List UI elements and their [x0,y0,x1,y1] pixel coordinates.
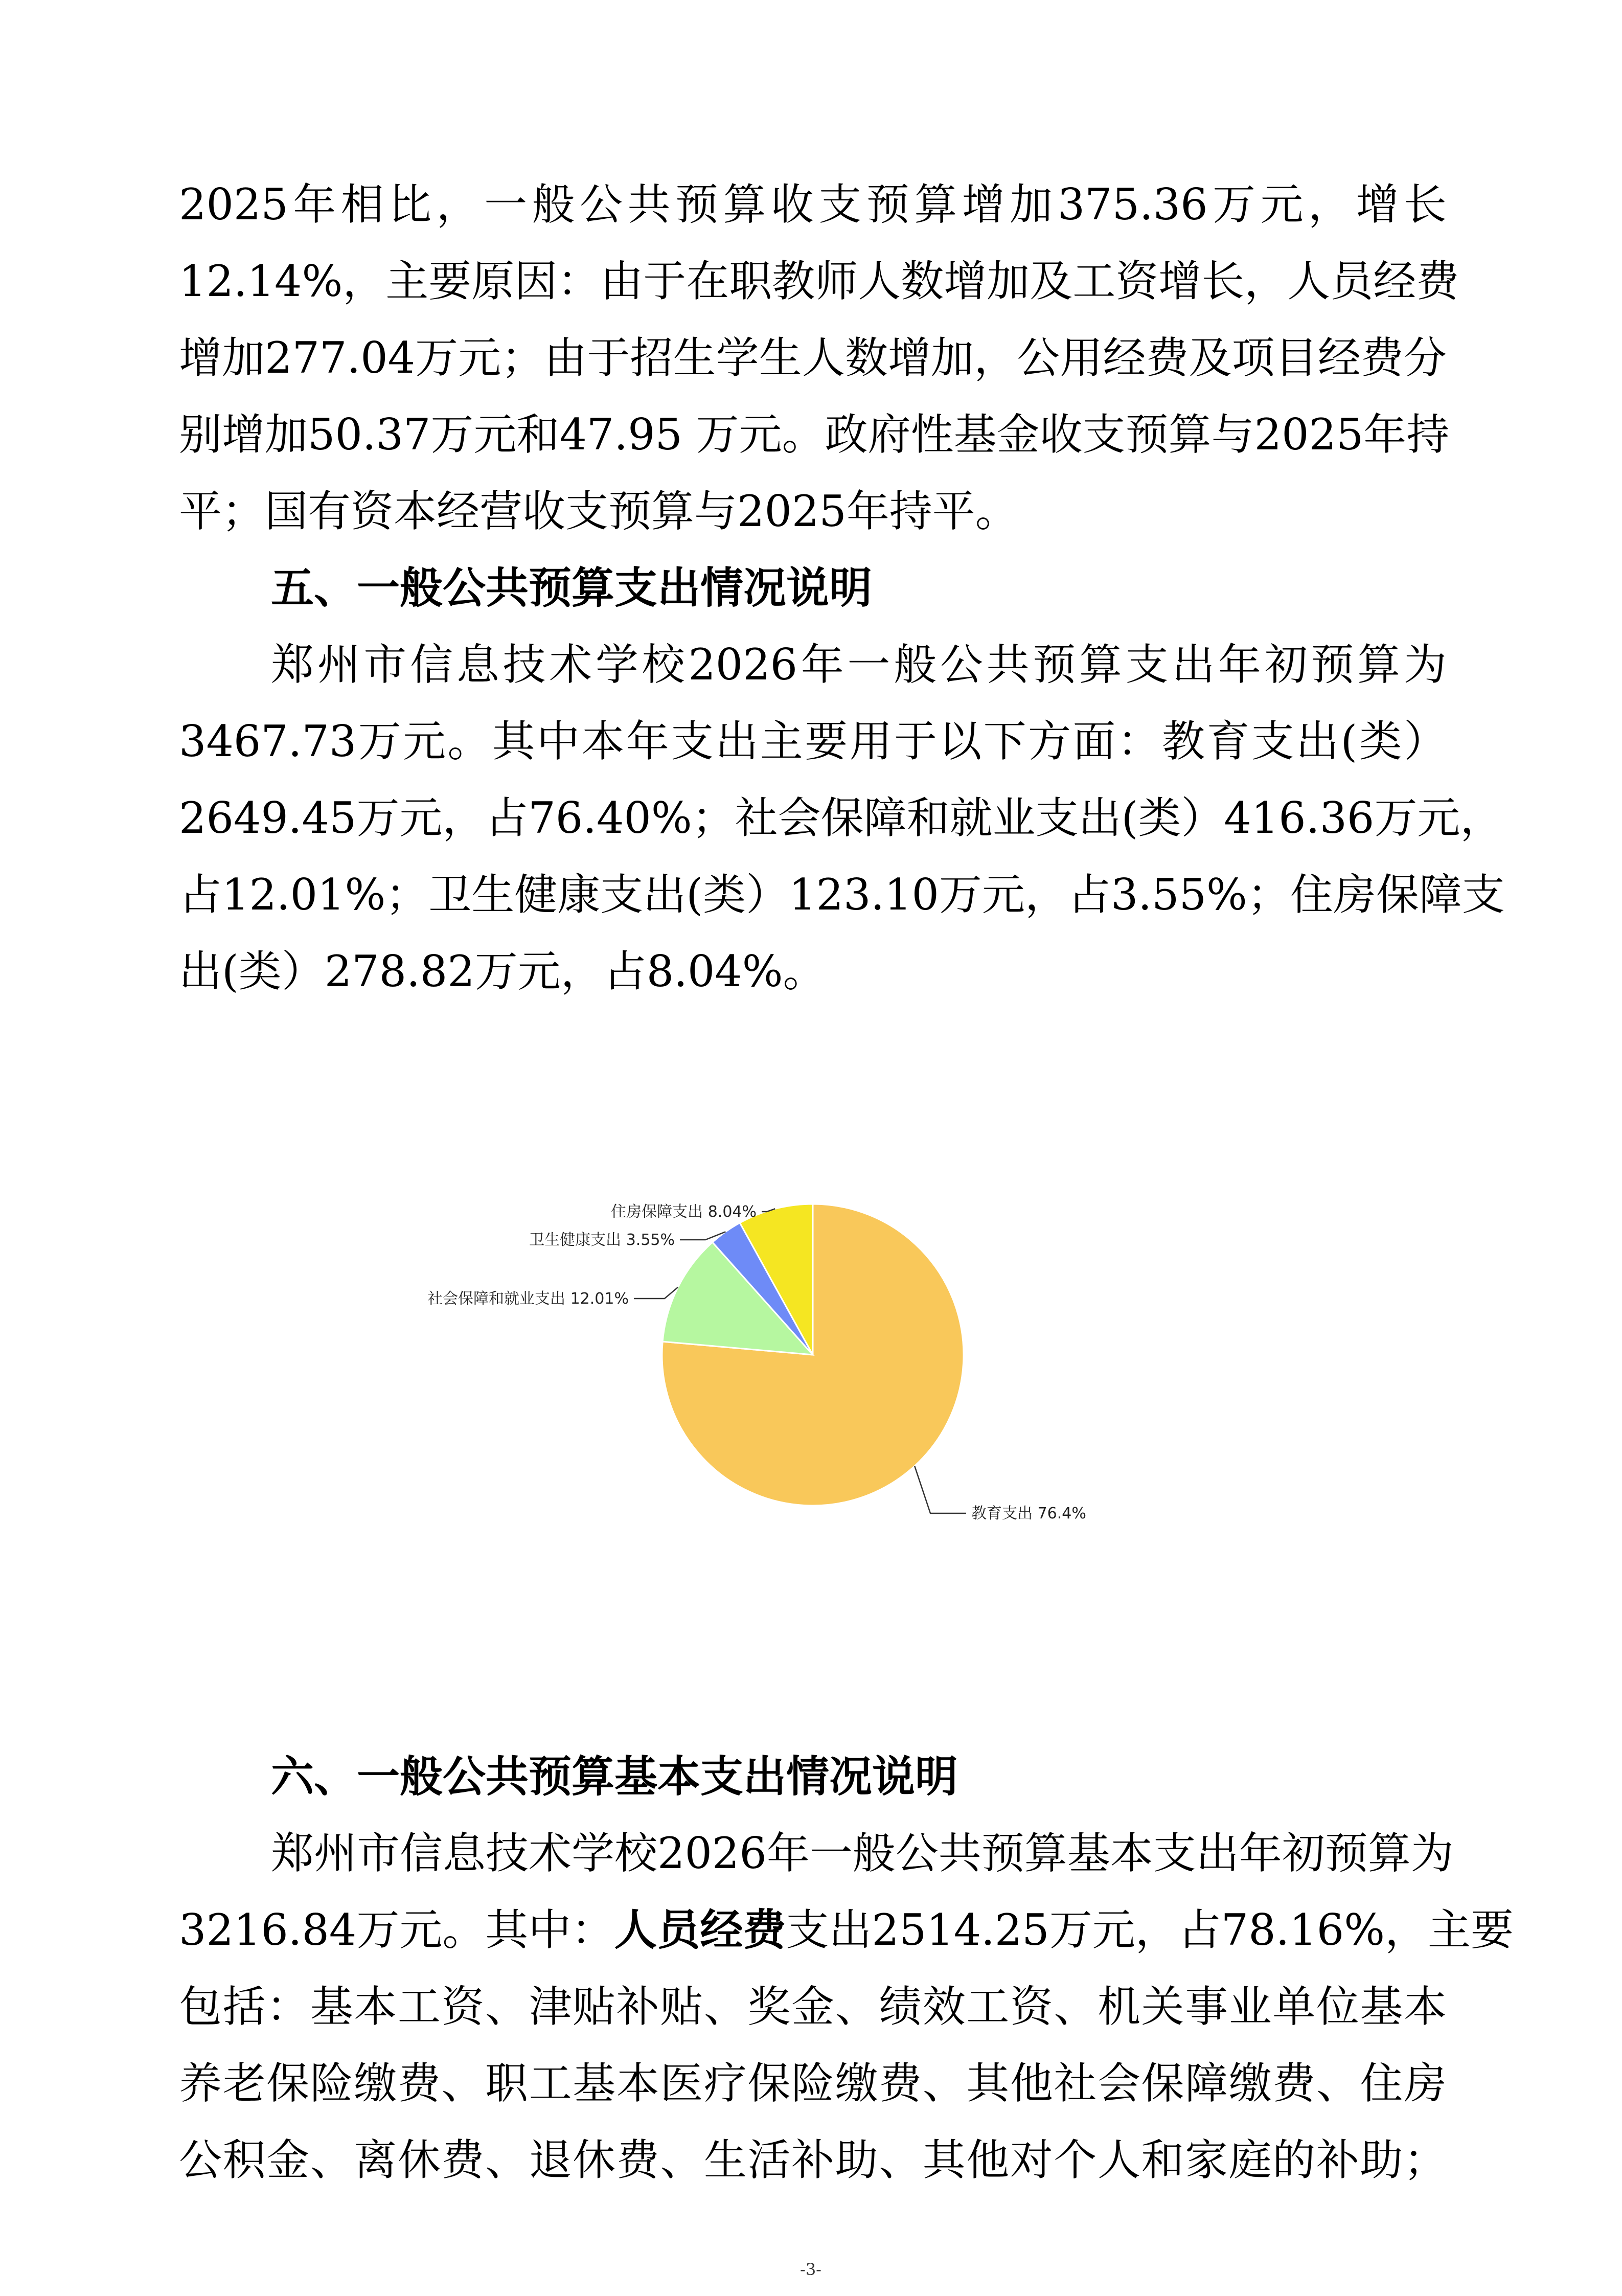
paragraph-line: 包括：基本工资、津贴补贴、奖金、绩效工资、机关事业单位基本 [179,1982,1447,2032]
paragraph-line: 12.14%，主要原因：由于在职教师人数增加及工资增长，人员经费 [179,256,1459,306]
paragraph-line: 公积金、离休费、退休费、生活补助、其他对个人和家庭的补助； [179,2135,1447,2185]
slice-label: 社会保障和就业支出 12.01% [427,1290,629,1308]
text-segment: 支出2514.25万元，占78.16%，主要 [786,1905,1514,1955]
paragraph-line: 养老保险缴费、职工基本医疗保险缴费、其他社会保障缴费、住房 [179,2058,1447,2108]
paragraph-line: 平；国有资本经营收支预算与2025年持平。 [179,486,1018,536]
leader-line [915,1466,966,1513]
paragraph-line: 占12.01%；卫生健康支出(类）123.10万元，占3.55%；住房保障支 [179,870,1505,920]
paragraph-line: 增加277.04万元；由于招生学生人数增加，公用经费及项目经费分 [179,333,1447,383]
paragraph-line [179,1892,1514,1968]
expenditure-pie-chart [0,1125,1622,1585]
paragraph-line: 郑州市信息技术学校2026年一般公共预算基本支出年初预算为 [271,1828,1454,1878]
section-heading: 五、一般公共预算支出情况说明 [271,563,873,613]
slice-label: 住房保障支出 8.04% [611,1203,757,1221]
paragraph-line: 别增加50.37万元和47.95 万元。政府性基金收支预算与2025年持 [179,410,1450,460]
page-number: -3- [800,2260,821,2279]
paragraph-line: 2649.45万元，占76.40%；社会保障和就业支出(类）416.36万元， [179,793,1503,843]
paragraph-line: 2025年相比，一般公共预算收支预算增加375.36万元，增长 [179,179,1447,230]
paragraph-line: 出(类）278.82万元，占8.04%。 [179,946,826,996]
text-segment: 3216.84万元。其中： [179,1905,614,1955]
bold-term: 人员经费 [614,1905,786,1955]
paragraph-line: 郑州市信息技术学校2026年一般公共预算支出年初预算为 [271,640,1447,690]
leader-line [634,1287,678,1299]
paragraph-line: 3467.73万元。其中本年支出主要用于以下方面：教育支出(类） [179,716,1447,766]
slice-label: 教育支出 76.4% [971,1505,1086,1522]
slice-label: 卫生健康支出 3.55% [529,1231,675,1249]
section-heading: 六、一般公共预算基本支出情况说明 [271,1752,958,1802]
